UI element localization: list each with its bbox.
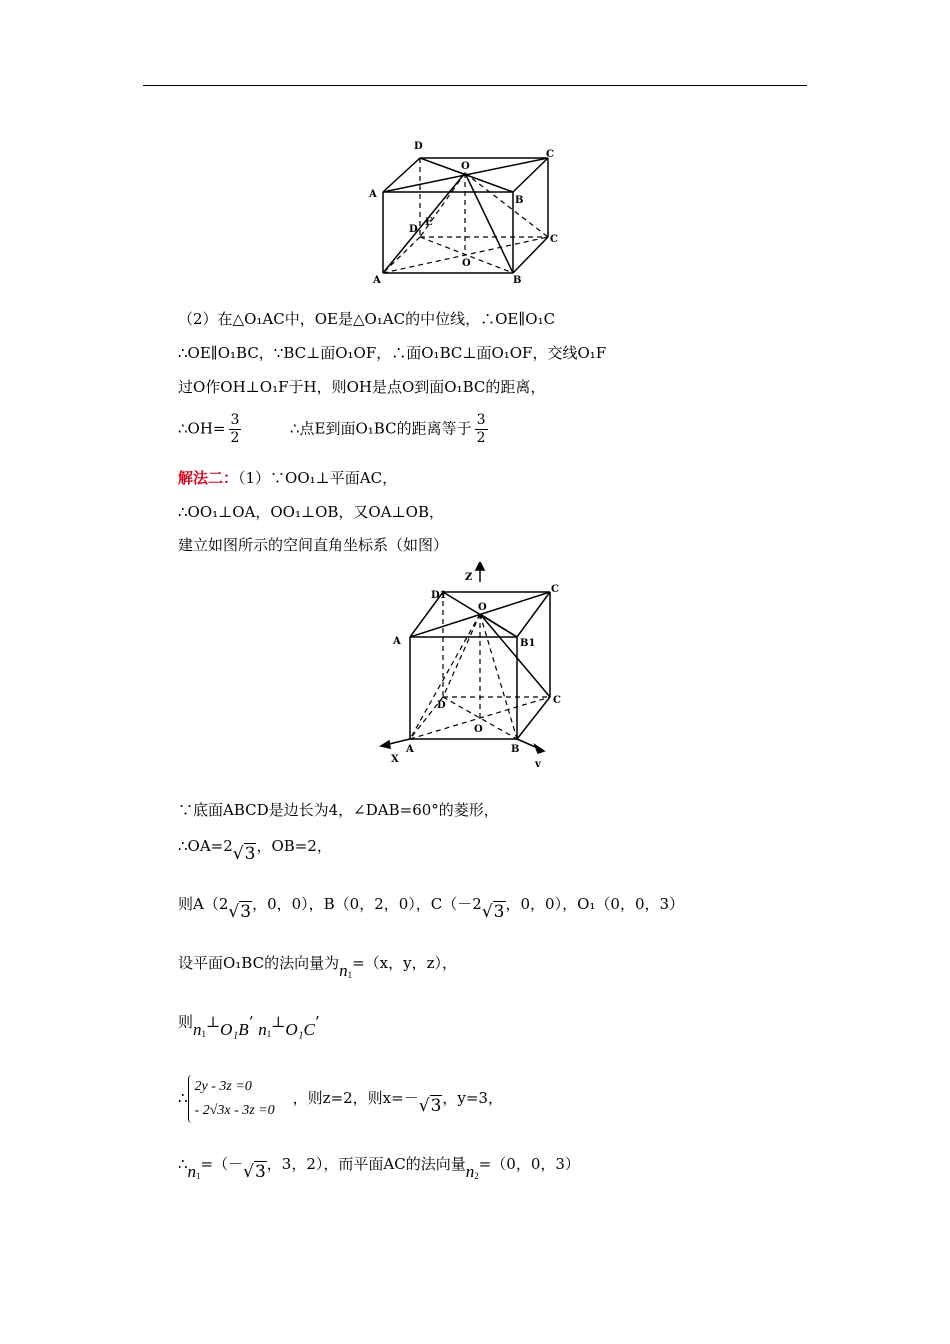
label-A1: A (369, 189, 377, 200)
header-rule (143, 85, 807, 86)
label2-O1: O (478, 602, 487, 613)
label2-C1: C (551, 584, 559, 595)
label-C: C (550, 234, 558, 245)
normal-vector-n2: $n_2$ (465, 1162, 479, 1181)
label2-D1: D1 (431, 590, 447, 601)
text-line-11: 设平面O₁BC的法向量为$n_1=(x$，y，z）， (178, 954, 457, 980)
text-line-14: $\therefore n_1=(-√3$，3，2），而平面AC的法向量$n_2=(0$，0，3） (178, 1155, 580, 1182)
text-line-10: 则A（2√3，0，0），B（0，2，0），C（－2√3，0，0），O₁（0，0，3） (178, 895, 685, 922)
normal-vector-n1: $n_1$ (339, 961, 353, 980)
method-2-title: 解法二： (178, 469, 239, 487)
figure-2-coordinate-prism (375, 562, 575, 772)
label-C1: C (546, 149, 554, 160)
text-line-4 (178, 412, 491, 447)
text-line-2: ∴OE∥O₁BC，∵BC⊥面O₁OF，∴面O₁BC⊥面O₁OF，交线O₁F (178, 344, 607, 362)
label-E: E (425, 217, 433, 228)
figure-1-prism (365, 135, 565, 290)
text-line-6: ∴OO₁⊥OA，OO₁⊥OB，又OA⊥OB， (178, 503, 444, 521)
text-line-9: ∴OA=2√3，OB=2， (178, 837, 332, 864)
axis-label-x: X (391, 754, 399, 765)
label2-C: C (553, 695, 561, 706)
fraction-3-2b: $\frac{3}{2}$ (476, 412, 486, 446)
label2-D: D (437, 700, 446, 711)
label-O1: O (461, 161, 470, 172)
label2-O: O (474, 724, 483, 735)
axis-label-y: v (535, 759, 541, 770)
label-O: O (462, 258, 471, 269)
text-line-5: 解法二：（1）∵OO₁⊥平面AC， (178, 469, 398, 487)
label2-A: A (406, 744, 414, 755)
text-line-8: ∵底面ABCD是边长为4，∠DAB=60°的菱形， (178, 801, 499, 819)
label2-A1: A (393, 636, 401, 647)
label-B: B (513, 275, 522, 286)
label2-B1: B1 (520, 638, 536, 649)
oh-label: ∴OH= (178, 419, 226, 438)
text-line-13: ∴ 2y - 3z =0 - 2√3x - 3z =0 ，则z=2，则x=－√3，y=3， (178, 1075, 503, 1123)
text-line-12: 则$n_1\perp O_1B$’ $n_1\perp O_1C$’ (178, 1013, 320, 1039)
label2-B: B (511, 744, 520, 755)
sqrt-3: √3 (232, 844, 256, 864)
label-D: D (409, 224, 418, 235)
text-line-1: （2）在△O₁AC中，OE是△O₁AC的中位线，∴OE∥O₁C (178, 310, 556, 328)
fraction-3-2: $\frac{3}{2}$ (230, 412, 240, 446)
text-line-3: 过O作OH⊥O₁F于H，则OH是点O到面O₁BC的距离， (178, 378, 546, 396)
label-D1: D (414, 141, 423, 152)
label-B1: B (515, 195, 524, 206)
label-A: A (373, 275, 381, 286)
distance-text: ∴点E到面O₁BC的距离等于 (289, 419, 472, 438)
equation-system: 2y - 3z =0 - 2√3x - 3z =0 (188, 1075, 275, 1123)
axis-label-z: Z (465, 572, 473, 583)
text-line-7: 建立如图所示的空间直角坐标系（如图） (178, 536, 449, 554)
